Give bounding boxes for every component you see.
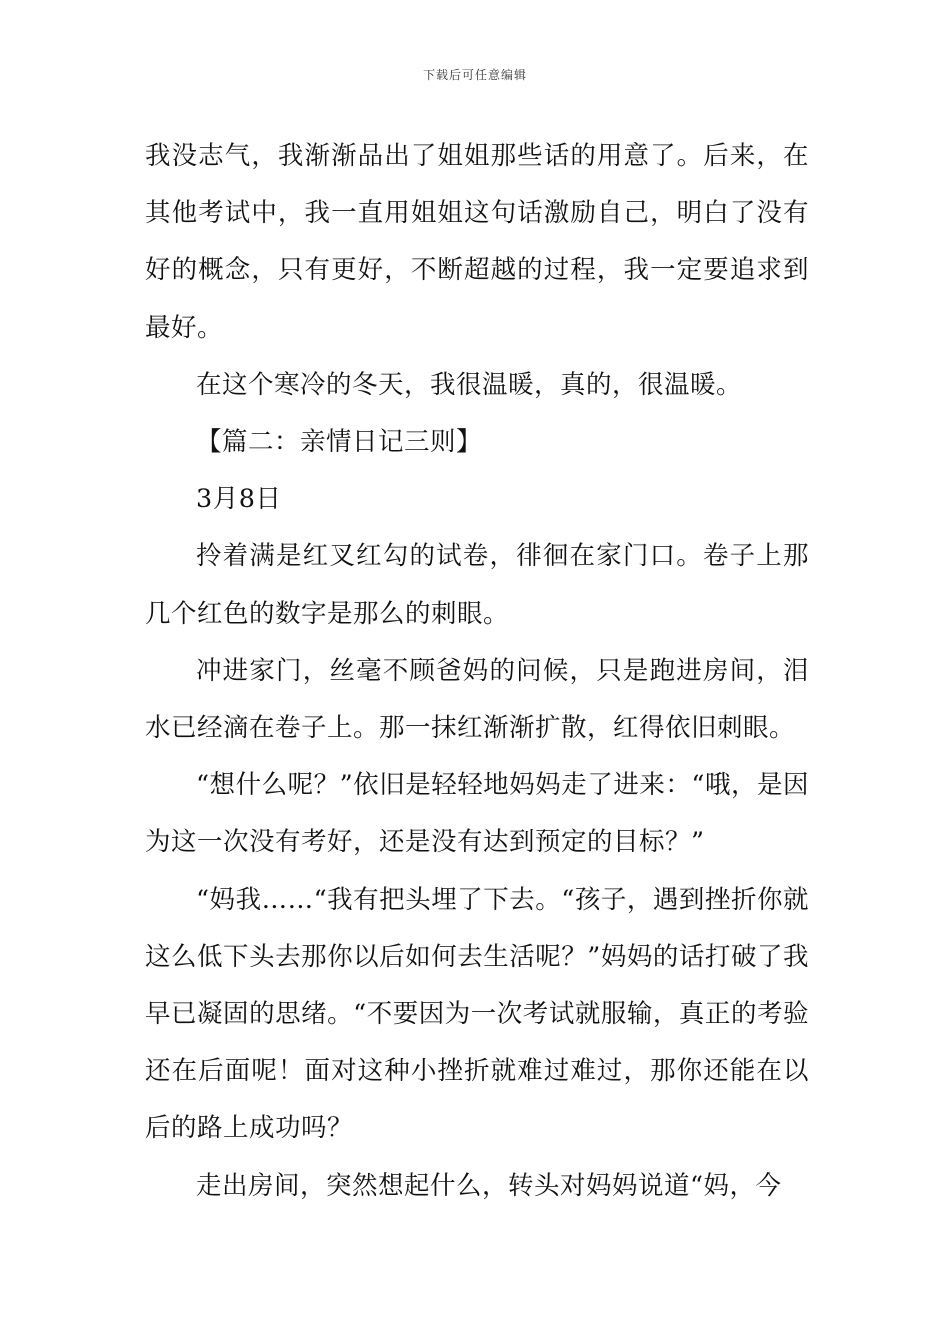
document-body xyxy=(145,128,809,1215)
section-heading: 【篇二：亲情日记三则】 xyxy=(196,427,483,458)
paragraph: 走出房间，突然想起什么，转头对妈妈说道“妈，今 xyxy=(196,1170,782,1201)
paragraph: 拎着满是红叉红勾的试卷，徘徊在家门口。卷子上那几个红色的数字是那么的刺眼。 xyxy=(145,541,809,629)
paragraph: 我没志气，我渐渐品出了姐姐那些话的用意了。后来，在其他考试中，我一直用姐姐这句话激励自己，明白了没有好的概念，只有更好，不断超越的过程，我一定要追求到最好。 xyxy=(145,141,809,343)
paragraph: “妈我……“我有把头埋了下去。“孩子，遇到挫折你就这么低下头去那你以后如何去生活呢？”妈妈的话打破了我早已凝固的思绪。“不要因为一次考试就服输，真正的考验还在后面呢！面对这种小挫折就难过难过，那你还能在以后的路上成功吗？ xyxy=(145,884,809,1144)
diary-date: 3月8日 xyxy=(196,484,282,515)
paragraph: 在这个寒冷的冬天，我很温暖，真的，很温暖。 xyxy=(196,369,743,400)
page-header: 下载后可任意编辑 xyxy=(422,68,527,82)
paragraph: “想什么呢？”依旧是轻轻地妈妈走了进来：“哦，是因为这一次没有考好，还是没有达到预定的目标？” xyxy=(145,770,809,858)
paragraph: 冲进家门，丝毫不顾爸妈的问候，只是跑进房间，泪水已经滴在卷子上。那一抹红渐渐扩散，红得依旧刺眼。 xyxy=(145,655,809,744)
